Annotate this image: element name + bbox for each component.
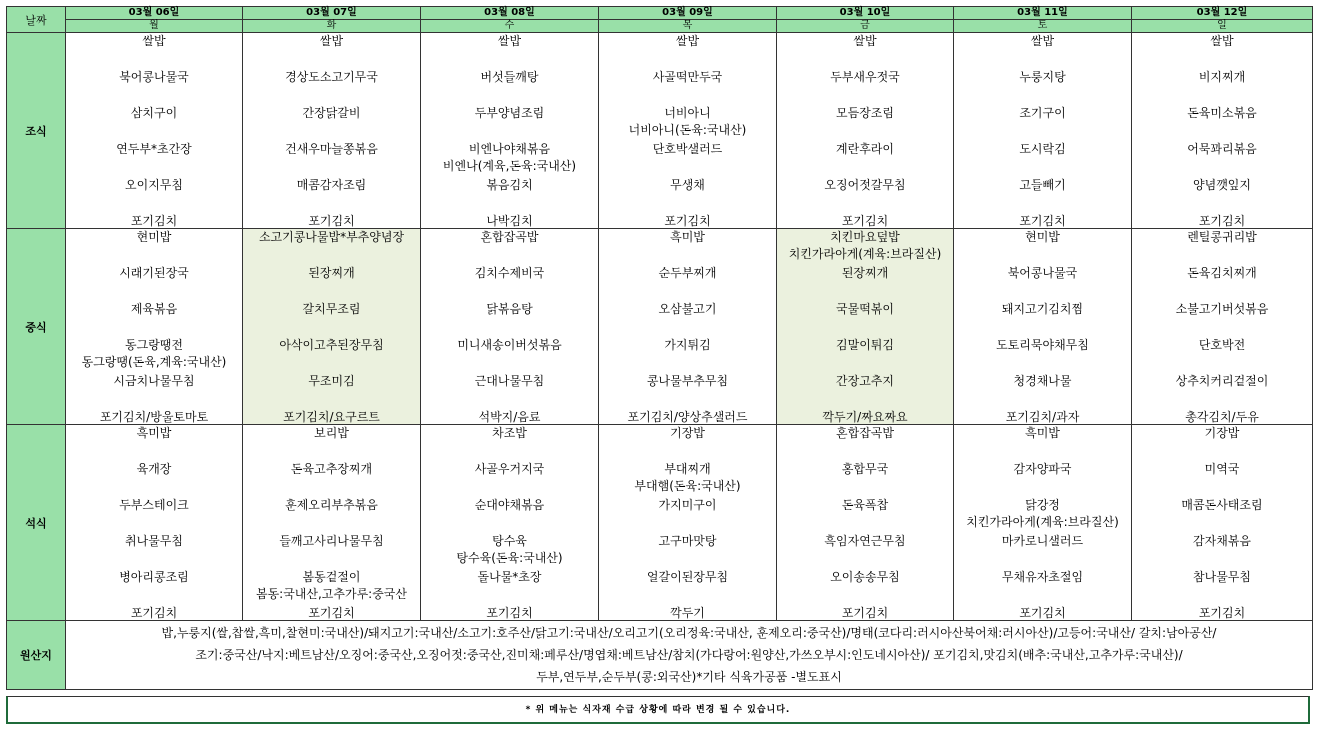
- meal-day-cell: [1132, 229, 1313, 425]
- menu-item: [599, 105, 776, 141]
- menu-item: [1132, 105, 1312, 141]
- menu-item: [66, 33, 242, 69]
- menu-item-name: 포기김치: [130, 214, 178, 228]
- menu-item-name: 돌나물*초장: [477, 570, 542, 584]
- menu-item-name: 얼갈이된장무침: [646, 570, 729, 584]
- meal-day-cell: [777, 229, 954, 425]
- menu-item-name: 시금치나물무침: [113, 374, 195, 388]
- menu-item-name: 갈치무조림: [302, 302, 361, 316]
- menu-item-name: 돈육김치찌개: [1187, 266, 1257, 280]
- menu-item-name: 된장찌개: [841, 266, 889, 280]
- menu-item-name: 두부양념조림: [474, 106, 545, 120]
- menu-item: [777, 301, 953, 337]
- menu-item: [599, 533, 776, 569]
- menu-item-name: 양념깻잎지: [1193, 178, 1251, 192]
- menu-item-name: 오삼불고기: [658, 302, 717, 316]
- origin-line: 밥,누룽지(쌀,찹쌀,흑미,찰현미:국내산)/돼지고기:국내산/소고기:호주산/닭고기:국내산/오리고기(오리정육:국내산, 훈제오리:중국산)/명태(코다리:러시아산북어채:러시아산)/고등어:국내산/ 갈치:남아공산/: [161, 626, 1217, 640]
- menu-item: [243, 265, 420, 301]
- menu-item-name: 삼치구이: [130, 106, 178, 120]
- menu-item-name: 고들빼기: [1019, 178, 1066, 192]
- menu-item-name: 사골우거지국: [474, 462, 545, 476]
- menu-item-name: 아삭이고추된장무침: [279, 338, 384, 352]
- menu-item: [954, 337, 1131, 373]
- menu-item: [243, 461, 420, 497]
- menu-item-name: 홍합무국: [841, 462, 889, 476]
- menu-item: [777, 33, 953, 69]
- menu-item-name: 시래기된장국: [119, 266, 189, 280]
- menu-item-name: 포기김치: [308, 214, 355, 228]
- date-cell: 03월 09일: [599, 7, 777, 20]
- menu-item-name: 흑미밥: [670, 230, 705, 244]
- menu-item-name: 쌀밥: [319, 34, 344, 48]
- menu-item: [777, 337, 953, 373]
- meal-day-cell: [421, 33, 599, 229]
- meal-day-cell: [777, 425, 954, 621]
- menu-item: [66, 141, 242, 177]
- menu-item-name: 어묵꽈리볶음: [1187, 142, 1257, 156]
- menu-item-origin: 부대햄(돈육:국내산): [634, 479, 741, 493]
- menu-item-origin: 치킨가라아게(계육:브라질산): [966, 515, 1119, 529]
- meal-day-cell: [954, 33, 1132, 229]
- menu-item: [1132, 141, 1312, 177]
- menu-item-origin: 탕수육(돈육:국내산): [456, 551, 563, 565]
- meal-day-cell: [421, 425, 599, 621]
- menu-item: [1132, 337, 1312, 373]
- meal-day-cell: [954, 425, 1132, 621]
- menu-item: [66, 301, 242, 337]
- menu-item-name: 포기김치: [1019, 606, 1066, 620]
- menu-item-name: 상추치커리겉절이: [1175, 374, 1269, 388]
- menu-item-origin: 치킨가라아게(계육:브라질산): [788, 247, 942, 261]
- menu-item: [243, 301, 420, 337]
- menu-item: [421, 569, 598, 605]
- menu-item-origin: 봄동:국내산,고추가루:중국산: [255, 587, 407, 601]
- menu-item: [421, 265, 598, 301]
- menu-item: [66, 569, 242, 605]
- meal-day-cell: [243, 425, 421, 621]
- menu-item-name: 매콤돈사태조림: [1181, 498, 1263, 512]
- menu-item-name: 단호박전: [1198, 338, 1246, 352]
- menu-item: [243, 69, 420, 105]
- menu-item: [1132, 301, 1312, 337]
- menu-item-name: 무조미김: [308, 374, 355, 388]
- meal-day-cell: [66, 425, 243, 621]
- menu-item-name: 오징어젓갈무침: [824, 178, 906, 192]
- menu-item-name: 동그랑땡전: [125, 338, 183, 352]
- meal-day-cell: [66, 33, 243, 229]
- menu-item: [599, 605, 776, 641]
- menu-item-name: 탕수육: [492, 534, 527, 548]
- date-cell: 03월 06일: [66, 7, 243, 20]
- menu-item-name: 감자양파국: [1013, 462, 1072, 476]
- menu-item: [954, 69, 1131, 105]
- menu-item: [954, 229, 1131, 265]
- date-header-label: 날짜: [7, 7, 66, 33]
- date-cell: 03월 11일: [954, 7, 1132, 20]
- menu-item-name: 현미밥: [1025, 230, 1060, 244]
- origin-line: 조기:중국산/낙지:베트남산/오징어:중국산,오징어젓:중국산,진미채:페루산/명엽채:베트남산/참치(가다랑어:원양산,가쓰오부시:인도네시아산)/ 포기김치,맛김치(배추:국내산,고추가루:국내산)/: [195, 648, 1183, 662]
- menu-item: [599, 461, 776, 497]
- menu-item: [777, 425, 953, 461]
- menu-item: [66, 533, 242, 569]
- menu-item: [243, 497, 420, 533]
- menu-item: [954, 605, 1131, 641]
- origin-label: 원산지: [7, 621, 66, 690]
- menu-item-name: 포기김치/양상추샐러드: [627, 410, 748, 424]
- menu-item: [777, 69, 953, 105]
- menu-item: [66, 605, 242, 641]
- menu-item-name: 김말이튀김: [836, 338, 894, 352]
- menu-item: [1132, 569, 1312, 605]
- menu-item: [421, 373, 598, 409]
- date-cell: 03월 07일: [243, 7, 421, 20]
- meal-day-cell: [599, 425, 777, 621]
- menu-item: [1132, 497, 1312, 533]
- menu-item-name: 사골떡만두국: [652, 70, 723, 84]
- day-of-week-cell: 일: [1132, 20, 1313, 33]
- meal-row: [7, 229, 1313, 425]
- menu-item: [66, 461, 242, 497]
- menu-item-name: 간장닭갈비: [302, 106, 361, 120]
- menu-item: [1132, 33, 1312, 69]
- menu-item-name: 두부새우젓국: [830, 70, 900, 84]
- meal-day-cell: [954, 229, 1132, 425]
- menu-item: [66, 229, 242, 265]
- menu-item-name: 혼합잡곡밥: [480, 230, 539, 244]
- meal-label: 석식: [7, 425, 66, 621]
- menu-item-name: 닭볶음탕: [486, 302, 533, 316]
- menu-item-name: 미니새송이버섯볶음: [457, 338, 562, 352]
- menu-item: [421, 69, 598, 105]
- menu-item: [421, 605, 598, 641]
- menu-item-name: 치킨마요덮밥: [830, 230, 900, 244]
- menu-item-name: 건새우마늘쫑볶음: [285, 142, 378, 156]
- menu-item-name: 흑임자연근무침: [824, 534, 906, 548]
- menu-item-name: 북어콩나물국: [1007, 266, 1078, 280]
- menu-item-name: 포기김치/과자: [1005, 410, 1080, 424]
- menu-item-name: 청경채나물: [1013, 374, 1072, 388]
- menu-item: [66, 265, 242, 301]
- menu-item-name: 무채유자초절임: [1001, 570, 1084, 584]
- menu-item: [421, 461, 598, 497]
- menu-item-name: 소불고기버섯볶음: [1175, 302, 1269, 316]
- menu-item-name: 감자채볶음: [1193, 534, 1251, 548]
- menu-item-name: 김치수제비국: [474, 266, 545, 280]
- menu-item: [599, 33, 776, 69]
- meal-day-cell: [66, 229, 243, 425]
- menu-item-name: 병아리콩조림: [119, 570, 189, 584]
- menu-item-name: 포기김치: [486, 606, 533, 620]
- meal-day-cell: [599, 33, 777, 229]
- menu-item-name: 돼지고기김치찜: [1001, 302, 1084, 316]
- menu-item: [421, 533, 598, 569]
- menu-item-name: 봄동겉절이: [302, 570, 361, 584]
- menu-item-name: 가지튀김: [664, 338, 711, 352]
- meal-label: 조식: [7, 33, 66, 229]
- menu-item-name: 쌀밥: [1030, 34, 1055, 48]
- menu-item-name: 포기김치: [664, 214, 711, 228]
- menu-item: [777, 569, 953, 605]
- meal-row: [7, 425, 1313, 621]
- menu-item-name: 쌀밥: [853, 34, 877, 48]
- menu-item-name: 보리밥: [314, 426, 349, 440]
- menu-item-name: 돈육미소볶음: [1187, 106, 1257, 120]
- menu-item: [777, 533, 953, 569]
- menu-item-name: 포기김치: [1019, 214, 1066, 228]
- day-of-week-cell: 월: [66, 20, 243, 33]
- menu-item-name: 콩나물부추무침: [646, 374, 729, 388]
- menu-item: [66, 373, 242, 409]
- menu-item: [66, 177, 242, 213]
- menu-item-name: 도토리묵야채무침: [996, 338, 1089, 352]
- menu-item-name: 북어콩나물국: [119, 70, 189, 84]
- menu-item: [777, 605, 953, 641]
- menu-item: [599, 425, 776, 461]
- menu-item-name: 마카로니샐러드: [1001, 534, 1084, 548]
- menu-item: [954, 569, 1131, 605]
- menu-item-name: 너비아니: [664, 106, 711, 120]
- menu-item-name: 포기김치: [1198, 606, 1246, 620]
- menu-item-name: 취나물무침: [125, 534, 183, 548]
- menu-item: [1132, 229, 1312, 265]
- menu-item: [1132, 265, 1312, 301]
- menu-item-name: 버섯들깨탕: [480, 70, 539, 84]
- menu-item-name: 두부스테이크: [119, 498, 189, 512]
- menu-item-name: 기장밥: [1204, 426, 1240, 440]
- menu-item-name: 현미밥: [136, 230, 172, 244]
- menu-item: [954, 265, 1131, 301]
- meal-label: 중식: [7, 229, 66, 425]
- menu-item: [421, 497, 598, 533]
- menu-item: [954, 461, 1131, 497]
- menu-item-name: 혼합잡곡밥: [836, 426, 894, 440]
- menu-item: [421, 337, 598, 373]
- menu-item-name: 돈육고추장찌개: [290, 462, 373, 476]
- menu-item: [243, 229, 420, 265]
- meal-day-cell: [599, 229, 777, 425]
- menu-item-name: 단호박샐러드: [652, 142, 723, 156]
- meal-day-cell: [421, 229, 599, 425]
- menu-item: [599, 337, 776, 373]
- menu-item-name: 볶음김치: [486, 178, 533, 192]
- menu-item: [954, 105, 1131, 141]
- menu-item: [599, 569, 776, 605]
- menu-item: [421, 177, 598, 213]
- menu-item: [243, 337, 420, 373]
- menu-item-name: 비엔나야채볶음: [468, 142, 551, 156]
- menu-item: [243, 105, 420, 141]
- menu-item: [1132, 605, 1312, 641]
- menu-item-name: 연두부*초간장: [116, 142, 192, 156]
- day-of-week-cell: 화: [243, 20, 421, 33]
- date-cell: 03월 12일: [1132, 7, 1313, 20]
- menu-item-name: 제육볶음: [130, 302, 178, 316]
- menu-item: [599, 497, 776, 533]
- menu-item-name: 순대야채볶음: [474, 498, 545, 512]
- menu-item-name: 무생채: [670, 178, 705, 192]
- menu-item-name: 모듬장조림: [836, 106, 894, 120]
- menu-item-name: 포기김치/방울토마토: [99, 410, 209, 424]
- menu-item: [66, 69, 242, 105]
- menu-item-name: 나박김치: [486, 214, 533, 228]
- menu-item-origin: 동그랑땡(돈육,계육:국내산): [81, 355, 227, 369]
- menu-item-name: 경상도소고기무국: [285, 70, 378, 84]
- menu-item: [599, 69, 776, 105]
- menu-item-name: 국물떡볶이: [836, 302, 894, 316]
- menu-item-name: 포기김치: [130, 606, 178, 620]
- menu-item: [777, 461, 953, 497]
- menu-item-name: 돈육폭찹: [841, 498, 889, 512]
- menu-item: [599, 229, 776, 265]
- menu-item: [1132, 533, 1312, 569]
- menu-item: [599, 141, 776, 177]
- menu-item-name: 닭강정: [1025, 498, 1060, 512]
- menu-item-name: 된장찌개: [308, 266, 355, 280]
- menu-item-name: 매콤감자조림: [296, 178, 367, 192]
- menu-item-name: 포기김치: [308, 606, 355, 620]
- menu-item: [954, 373, 1131, 409]
- menu-item-name: 참나물무침: [1193, 570, 1251, 584]
- menu-item-name: 고구마맛탕: [658, 534, 717, 548]
- menu-item: [1132, 461, 1312, 497]
- menu-item-name: 도시락김: [1019, 142, 1066, 156]
- menu-item-name: 포기김치: [841, 214, 889, 228]
- menu-item-name: 깍두기: [670, 606, 705, 620]
- menu-item-name: 누룽지탕: [1019, 70, 1066, 84]
- menu-item-name: 육개장: [136, 462, 172, 476]
- meal-day-cell: [777, 33, 954, 229]
- menu-item: [777, 141, 953, 177]
- meal-day-cell: [1132, 33, 1313, 229]
- menu-item: [599, 301, 776, 337]
- menu-item: [243, 425, 420, 461]
- menu-item-name: 쌀밥: [497, 34, 522, 48]
- menu-item: [243, 605, 420, 641]
- menu-item: [66, 497, 242, 533]
- menu-item: [599, 177, 776, 213]
- menu-item-origin: 비엔나(계육,돈육:국내산): [442, 159, 577, 173]
- menu-item-name: 총각김치/두유: [1185, 410, 1259, 424]
- menu-item: [421, 105, 598, 141]
- menu-item-name: 오이송송무침: [830, 570, 900, 584]
- menu-item: [66, 425, 242, 461]
- menu-item-name: 순두부찌개: [658, 266, 717, 280]
- menu-item: [421, 425, 598, 461]
- menu-item-name: 오이지무침: [125, 178, 183, 192]
- menu-item: [1132, 425, 1312, 461]
- menu-item: [954, 33, 1131, 69]
- menu-item-name: 흑미밥: [136, 426, 172, 440]
- origin-line: 두부,연두부,순두부(콩:외국산)*기타 식육가공품 -별도표시: [536, 670, 842, 684]
- weekly-menu-table: [6, 6, 1313, 690]
- menu-item-name: 들깨고사리나물무침: [279, 534, 384, 548]
- menu-item: [1132, 177, 1312, 213]
- menu-item-name: 근대나물무침: [474, 374, 545, 388]
- day-of-week-cell: 토: [954, 20, 1132, 33]
- menu-item-name: 간장고추지: [836, 374, 894, 388]
- menu-item: [954, 141, 1131, 177]
- meal-day-cell: [1132, 425, 1313, 621]
- menu-item: [243, 33, 420, 69]
- menu-item: [777, 497, 953, 533]
- menu-item: [599, 265, 776, 301]
- menu-item-name: 비지찌개: [1198, 70, 1246, 84]
- menu-item: [243, 141, 420, 177]
- menu-item-name: 계란후라이: [836, 142, 894, 156]
- day-of-week-cell: 수: [421, 20, 599, 33]
- menu-item: [954, 533, 1131, 569]
- menu-item: [66, 337, 242, 373]
- menu-item: [954, 301, 1131, 337]
- meal-day-cell: [243, 229, 421, 425]
- menu-item: [777, 177, 953, 213]
- menu-item-name: 소고기콩나물밥*부추양념장: [258, 230, 405, 244]
- menu-item: [1132, 373, 1312, 409]
- menu-item: [777, 229, 953, 265]
- menu-item-name: 쌀밥: [675, 34, 700, 48]
- meal-day-cell: [243, 33, 421, 229]
- menu-item: [954, 425, 1131, 461]
- menu-change-notice: * 위 메뉴는 식자재 수급 상황에 따라 변경 될 수 있습니다.: [6, 696, 1310, 724]
- date-cell: 03월 10일: [777, 7, 954, 20]
- menu-item: [243, 569, 420, 605]
- menu-item-name: 부대찌개: [664, 462, 711, 476]
- menu-item: [243, 177, 420, 213]
- menu-item-name: 쌀밥: [142, 34, 166, 48]
- menu-item: [777, 265, 953, 301]
- menu-item-name: 렌틸콩귀리밥: [1187, 230, 1257, 244]
- menu-item-name: 가지미구이: [658, 498, 717, 512]
- menu-item: [954, 497, 1131, 533]
- menu-item-name: 차조밥: [492, 426, 527, 440]
- menu-item: [954, 177, 1131, 213]
- menu-item: [243, 373, 420, 409]
- menu-item-origin: 너비아니(돈육:국내산): [628, 123, 747, 137]
- menu-item-name: 미역국: [1204, 462, 1240, 476]
- menu-item-name: 포기김치: [841, 606, 889, 620]
- menu-item: [777, 373, 953, 409]
- menu-item: [421, 301, 598, 337]
- day-of-week-cell: 목: [599, 20, 777, 33]
- meal-row: [7, 33, 1313, 229]
- menu-item-name: 조기구이: [1019, 106, 1066, 120]
- menu-item-name: 쌀밥: [1210, 34, 1234, 48]
- menu-item-name: 포기김치: [1198, 214, 1246, 228]
- menu-item: [66, 105, 242, 141]
- menu-item: [421, 33, 598, 69]
- menu-item: [1132, 69, 1312, 105]
- date-cell: 03월 08일: [421, 7, 599, 20]
- menu-item: [243, 533, 420, 569]
- menu-item: [599, 373, 776, 409]
- menu-item-name: 흑미밥: [1025, 426, 1060, 440]
- menu-item: [421, 141, 598, 177]
- menu-item-name: 훈제오리부추볶음: [285, 498, 378, 512]
- menu-item-name: 석박지/음료: [478, 410, 541, 424]
- day-of-week-cell: 금: [777, 20, 954, 33]
- menu-item-name: 기장밥: [670, 426, 705, 440]
- menu-item-name: 깍두기/짜요짜요: [822, 410, 908, 424]
- menu-item-name: 포기김치/요구르트: [283, 410, 380, 424]
- menu-item: [777, 105, 953, 141]
- menu-item: [421, 229, 598, 265]
